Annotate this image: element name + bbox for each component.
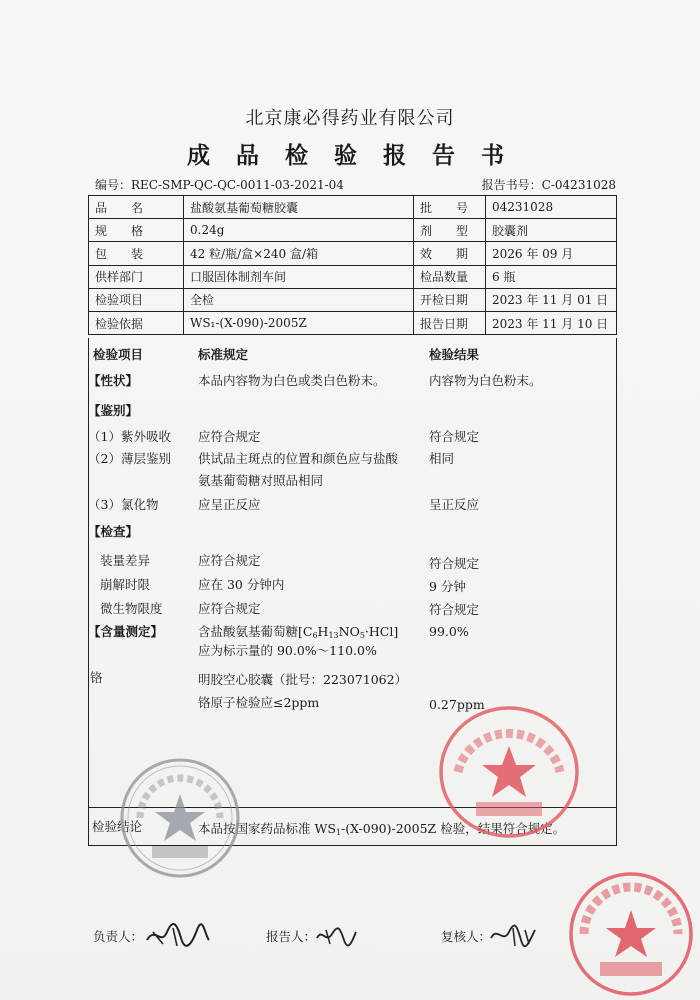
insp-2-standard: 应在 30 分钟内 <box>198 577 285 592</box>
section-identification: 【鉴别】 <box>88 403 139 418</box>
ident-3-item: （3）氯化物 <box>88 497 159 512</box>
ident-2-standard: 供试品主斑点的位置和颜色应与盐酸 <box>198 451 399 466</box>
chromium-result: 0.27ppm <box>429 697 485 712</box>
header-value-right: 6 瓶 <box>486 265 617 288</box>
header-label: 供样部门 <box>89 265 184 288</box>
character-result: 内容物为白色粉末。 <box>429 373 542 388</box>
header-label-right: 开检日期 <box>414 288 486 311</box>
col-result-header: 检验结果 <box>429 347 480 362</box>
header-value-right: 胶囊剂 <box>486 219 617 242</box>
ident-1-standard: 应符合规定 <box>198 429 261 444</box>
insp-3-result: 符合规定 <box>429 602 480 617</box>
report-number: 报告书号：C-04231028 <box>481 178 616 192</box>
header-label: 包 装 <box>89 242 184 265</box>
header-label: 品 名 <box>89 196 184 219</box>
document-code: 编号：REC-SMP-QC-QC-0011-03-2021-04 <box>95 178 344 192</box>
header-value: WS₁-(X-090)-2005Z <box>184 311 414 334</box>
assay-result: 99.0% <box>429 624 469 639</box>
assay-standard: 含盐酸氨基葡萄糖$[C_6H_{13}NO_5\cdot HCl]$ <box>198 624 399 640</box>
section-inspection: 【检查】 <box>88 524 139 539</box>
ident-3-standard: 应呈正反应 <box>198 497 261 512</box>
reporter-signature <box>314 924 358 948</box>
inspection-seal-red <box>436 702 582 842</box>
header-value-right: 2026 年 09 月 <box>486 242 617 265</box>
conclusion-text: 本品按国家药品标准 $WS_1-(X-090)-2005Z$ 检验，结果符合规定。 <box>198 821 566 837</box>
header-row <box>89 196 617 219</box>
quality-seal-red <box>566 870 696 998</box>
header-value-right: 2023 年 11 月 01 日 <box>486 288 617 311</box>
ident-3-result: 呈正反应 <box>429 497 480 512</box>
header-value: 0.24g <box>184 219 414 242</box>
header-label-right: 效 期 <box>414 242 486 265</box>
insp-2-result: 9 分钟 <box>429 579 466 594</box>
assay-standard-cont: 应为标示量的 90.0%～110.0% <box>198 643 377 658</box>
insp-1-standard: 应符合规定 <box>198 553 261 568</box>
header-value: 全检 <box>184 288 414 311</box>
company-name: 北京康必得药业有限公司 <box>245 108 455 129</box>
chromium-line1: 明胶空心胶囊（批号：223071062） <box>198 672 408 687</box>
header-row <box>89 242 617 265</box>
chromium-line2: 铬原子检验应≤2ppm <box>198 695 320 710</box>
header-row <box>89 311 617 334</box>
header-table <box>88 195 617 335</box>
header-value-right: 04231028 <box>486 196 617 219</box>
insp-2-item: 崩解时限 <box>100 577 151 592</box>
header-label-right: 剂 型 <box>414 219 486 242</box>
inspection-seal-grey <box>118 756 242 880</box>
header-label-right: 报告日期 <box>414 311 486 334</box>
header-value: 口服固体制剂车间 <box>184 265 414 288</box>
reviewer-signature <box>489 920 537 950</box>
ident-2-standard-cont: 氨基葡萄糖对照品相同 <box>198 473 324 488</box>
header-row <box>89 288 617 311</box>
chromium-item: 铬 <box>90 670 103 685</box>
responsible-signature <box>143 918 213 952</box>
ident-1-result: 符合规定 <box>429 429 480 444</box>
ident-1-item: （1）紫外吸收 <box>88 429 171 444</box>
header-row <box>89 265 617 288</box>
header-row <box>89 219 617 242</box>
document-title: 成 品 检 验 报 告 书 <box>186 142 514 169</box>
insp-3-standard: 应符合规定 <box>198 601 261 616</box>
ident-2-result: 相同 <box>429 451 455 466</box>
header-label-right: 检品数量 <box>414 265 486 288</box>
responsible-label: 负责人： <box>93 929 144 944</box>
insp-3-item: 微生物限度 <box>100 601 163 616</box>
col-item-header: 检验项目 <box>93 347 144 362</box>
header-label: 检验项目 <box>89 288 184 311</box>
ident-2-item: （2）薄层鉴别 <box>88 451 171 466</box>
header-label: 规 格 <box>89 219 184 242</box>
character-standard: 本品内容物为白色或类白色粉末。 <box>198 373 386 388</box>
section-assay: 【含量测定】 <box>88 624 164 639</box>
reporter-label: 报告人： <box>266 929 317 944</box>
section-character: 【性状】 <box>88 373 139 388</box>
insp-1-item: 装量差异 <box>100 553 151 568</box>
header-value-right: 2023 年 11 月 10 日 <box>486 311 617 334</box>
header-label-right: 批 号 <box>414 196 486 219</box>
header-value: 盐酸氨基葡萄糖胶囊 <box>184 196 414 219</box>
conclusion-label: 检验结论 <box>92 819 143 834</box>
reviewer-label: 复核人： <box>441 929 492 944</box>
header-label: 检验依据 <box>89 311 184 334</box>
header-value: 42 粒/瓶/盒×240 盒/箱 <box>184 242 414 265</box>
insp-1-result: 符合规定 <box>429 556 480 571</box>
col-standard-header: 标准规定 <box>198 347 249 362</box>
